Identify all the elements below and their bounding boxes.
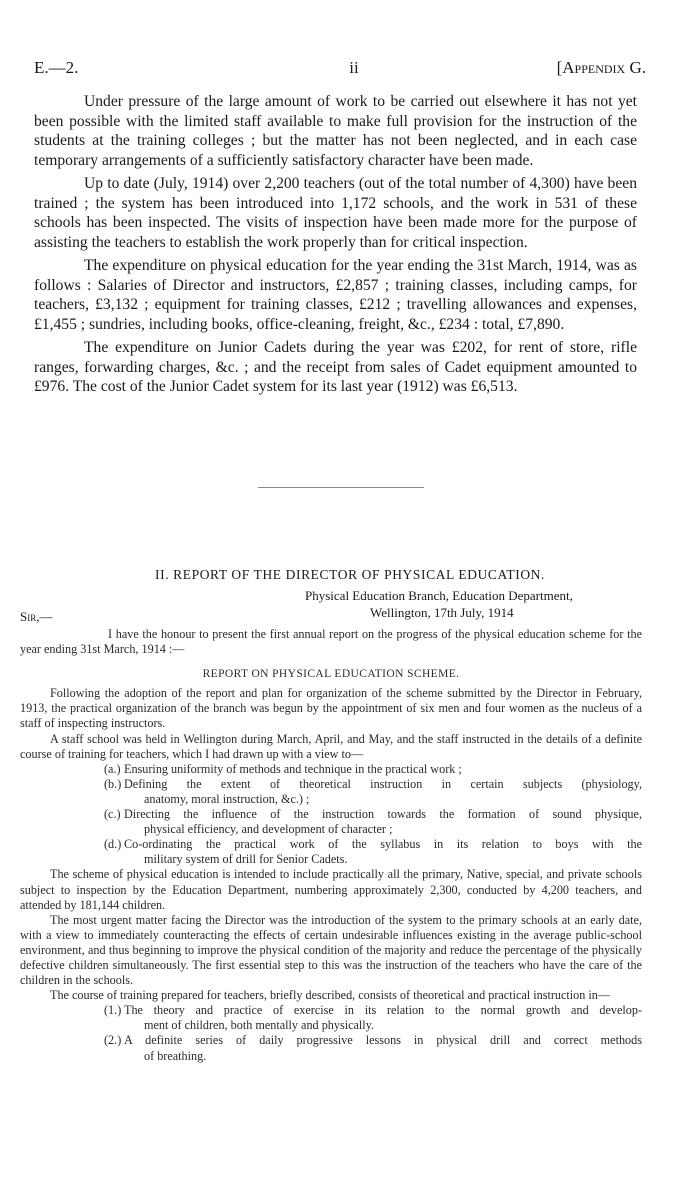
list-label: (2.) (104, 1033, 122, 1048)
list-text: Defining the extent of theoretical instruction in certain subjects (physiology, (124, 776, 642, 791)
paragraph: Up to date (July, 1914) over 2,200 teachers (out of the total number of 4,300) have been trained ; the system has been introduced into 1,172 schools, and the work in 531 of these schools has been inspected. The visits of inspection have been made more for the purpose of assisting the teachers to establish the work properly than for critical inspection. (34, 175, 637, 251)
list-label: (d.) (104, 837, 122, 852)
list-text-continued: of breathing. (144, 1048, 207, 1063)
list-item (20, 837, 642, 867)
list-text-continued: physical efficiency, and development of character ; (144, 822, 393, 837)
list-text: A definite series of daily progressive lessons in physical drill and correct methods (124, 1033, 642, 1048)
list-label: (1.) (104, 1003, 122, 1018)
paragraph: The course of training prepared for teachers, briefly described, consists of theoretical and practical instruction in— (50, 988, 611, 1003)
paragraph: A staff school was held in Wellington during March, April, and May, and the staff instructed in the details of a definite course of training for teachers, which I had drawn up with a view to— (20, 731, 642, 761)
address-line: Physical Education Branch, Education Department, (305, 588, 573, 603)
intro-paragraph: I have the honour to present the first annual report on the progress of the physical education scheme for the year ending 31st March, 1914 :— (20, 627, 642, 657)
report-subheading: REPORT ON PHYSICAL EDUCATION SCHEME. (202, 668, 460, 681)
list-item (20, 762, 642, 777)
list-text: The theory and practice of exercise in its relation to the normal growth and develop- (124, 1003, 642, 1018)
address-date: Wellington, 17th July, 1914 (370, 605, 514, 620)
page-reference: E.—2. (34, 58, 79, 77)
page-header (34, 58, 646, 82)
list-text-continued: military system of drill for Senior Cadets. (144, 852, 348, 867)
paragraph: The expenditure on physical education for the year ending the 31st March, 1914, was as follows : Salaries of Director and instructors, £2,857 ; training classes, including camps, for teachers, £3,132 ; equipment for training classes, £212 ; travelling allowances and expenses, £1,455 ; sundries, including books, office-cleaning, freight, &c., £234 : total, £7,890. (34, 257, 637, 333)
paragraph: The most urgent matter facing the Director was the introduction of the system to the primary schools at an early date, with a view to immediately counteracting the effects of certain undesirable influences existing in the average public-school environment, and thus beginning to improve the physical condition of the majority and reduce the percentage of the physically defective children simultaneously. The first essential step to this was the instruction of the teachers who have the care of the children in the schools. (20, 912, 642, 988)
list-text-continued: anatomy, moral instruction, &c.) ; (144, 791, 310, 806)
salutation: Sir,— (20, 609, 53, 624)
appendix-label: [Appendix G. (556, 58, 646, 77)
list-text: Ensuring uniformity of methods and technique in the practical work ; (124, 761, 462, 776)
report-body (20, 627, 642, 1064)
list-item (20, 1003, 642, 1033)
paragraph: Following the adoption of the report and plan for organization of the scheme submitted by the Director in February, 1913, the practical organization of the branch was begun by the appointment of six men and four women as the nucleus of a staff of inspecting instructors. (20, 686, 642, 731)
list-item (20, 777, 642, 807)
list-item (20, 1033, 642, 1063)
list-item (20, 807, 642, 837)
report-title: II. REPORT OF THE DIRECTOR OF PHYSICAL EDUCATION. (155, 567, 545, 582)
section-divider (258, 487, 424, 488)
list-label: (c.) (104, 807, 121, 822)
list-text-continued: ment of children, both mentally and physically. (144, 1018, 375, 1033)
page-number: ii (349, 58, 359, 77)
list-text: Co-ordinating the practical work of the syllabus in its relation to boys with the (124, 837, 642, 852)
list-label: (a.) (104, 761, 121, 776)
list-label: (b.) (104, 776, 122, 791)
paragraph: The expenditure on Junior Cadets during the year was £202, for rent of store, rifle ranges, forwarding charges, &c. ; and the receipt from sales of Cadet equipment amounted to £976. The cost of the Junior Cadet system for its last year (1912) was £6,513. (34, 339, 637, 395)
paragraph: The scheme of physical education is intended to include practically all the primary, Native, special, and private schools subject to inspection by the Education Department, numbering approximately 2,300, conducted by 4,200 teachers, and attended by 181,144 children. (20, 867, 642, 912)
list-text: Directing the influence of the instruction towards the formation of sound physique, (124, 807, 642, 822)
upper-text-block (34, 92, 637, 401)
paragraph: Under pressure of the large amount of work to be carried out elsewhere it has not yet been possible with the limited staff available to make full provision for the instruction of the students at the training colleges ; but the matter has not been neglected, and in each case temporary arrangements of a sufficiently satisfactory character have been made. (34, 93, 637, 169)
